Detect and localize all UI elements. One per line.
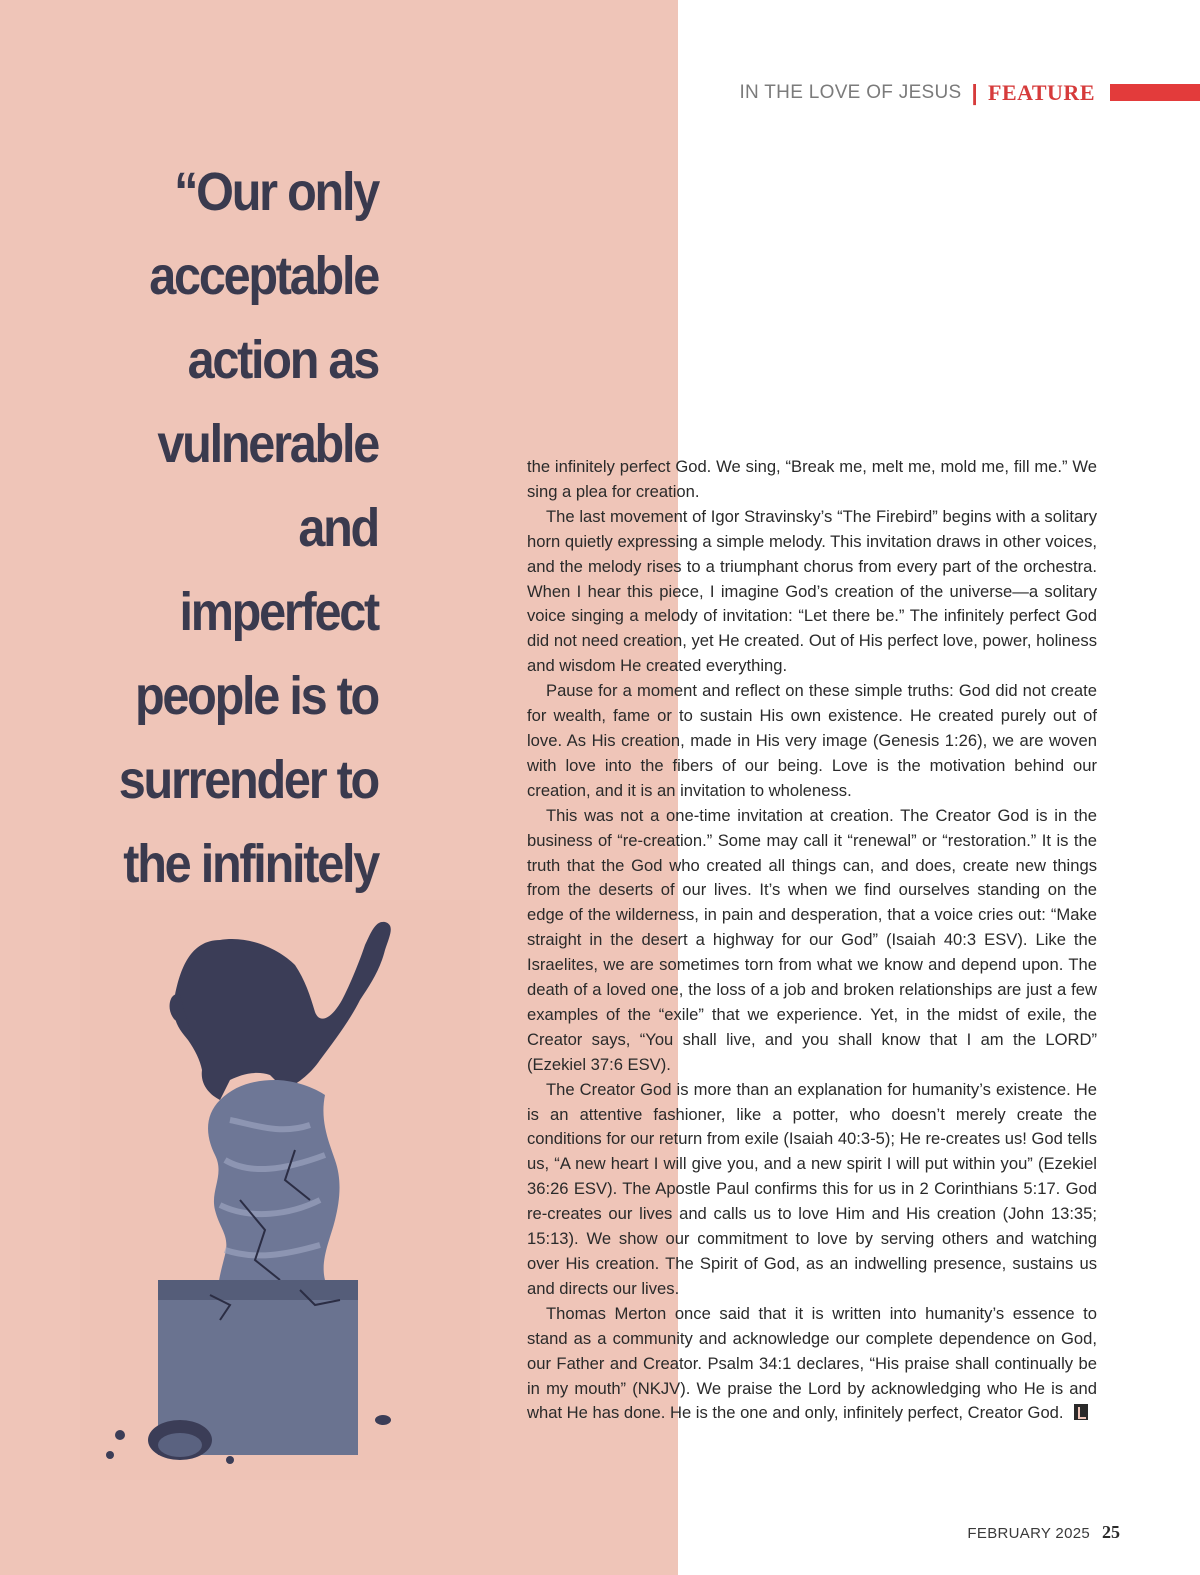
pull-quote-line: vulnerable and: [157, 414, 378, 558]
article-paragraph: The last movement of Igor Stravinsky’s “The Firebird” begins with a solitary horn quietly expressing a simple melody. This invitation draws in other voices, and the melody rises to a triumphant chorus from every part of the orchestra. When I hear this piece, I imagine God’s creation of the universe—a solitary voice singing a melody of invitation: “Let there be.” The infinitely perfect God did not need creation, yet He created. Out of His perfect love, power, holiness and wisdom He created everything.: [527, 506, 1097, 676]
pull-quote-line: people is to: [134, 666, 378, 726]
article-paragraph: the infinitely perfect God. We sing, “Break me, melt me, mold me, fill me.” We sing a plea for creation.: [527, 457, 1097, 501]
section-name: IN THE LOVE OF JESUS: [739, 82, 962, 103]
section-label: FEATURE: [988, 80, 1095, 105]
section-header: [739, 80, 1095, 106]
header-accent-bar: [1110, 84, 1200, 101]
pull-quote-line: the infinitely: [123, 834, 379, 894]
article-paragraph: The Creator God is more than an explanation for humanity’s existence. He is an attentive fashioner, like a potter, who doesn’t merely create the conditions for our return from exile (Isaiah 40:3-5); He re-creates us! God tells us, “A new heart I will give you, and a new spirit I will put within you” (Ezekiel 36:26 ESV). The Apostle Paul confirms this for us in 2 Corinthians 5:17. God re-creates our lives and calls us to love Him and His creation (John 13:35; 15:13). We show our commitment to love by serving others and watching over His creation. The Spirit of God, as an indwelling presence, sustains us and directs our lives.: [527, 1079, 1097, 1298]
page-number: 25: [1102, 1522, 1120, 1542]
pull-quote-line: “Our only: [174, 162, 378, 222]
pull-quote-line: acceptable: [149, 246, 378, 306]
issue-date: FEBRUARY 2025: [967, 1525, 1090, 1542]
end-of-article-icon: [1074, 1404, 1088, 1420]
article-paragraph-text: Thomas Merton once said that it is written into humanity’s essence to stand as a community and acknowledge our complete dependence on God, our Father and Creator. Psalm 34:1 declares, “His praise shall continually be in my mouth” (NKJV). We praise the Lord by acknowledging who He is and what He has done. He is the one and only, infinitely perfect, Creator God.: [527, 1303, 1097, 1423]
header-separator: |: [971, 80, 978, 105]
article-paragraph: Pause for a moment and reflect on these simple truths: God did not create for wealth, fame or to sustain His own existence. He created purely out of love. As His creation, made in His very image (Genesis 1:26), we are woven with love into the fibers of our being. Love is the motivation behind our creation, and it is an invitation to wholeness.: [527, 681, 1097, 800]
pull-quote-line: surrender to: [118, 750, 378, 810]
article-paragraph: This was not a one-time invitation at creation. The Creator God is in the business of “re-creation.” Some may call it “renewal” or “restoration.” It is the truth that the God who created all things can, and does, create new things from the deserts of our lives. It’s when we find ourselves standing on the edge of the wilderness, in pain and desperation, that a voice cries out: “Make straight in the desert a highway for our God” (Isaiah 40:3 ESV). Like the Israelites, we are sometimes torn from what we know and depend upon. The death of a loved one, the loss of a job and broken relationships are just a few examples of the “exile” that we experience. Yet, in the midst of exile, the Creator says, “You shall live, and you shall know that I am the LORD” (Ezekiel 37:6 ESV).: [527, 805, 1097, 1074]
pull-quote-line: action as: [187, 330, 378, 390]
pull-quote: [92, 150, 378, 990]
broken-statue-illustration: [80, 900, 480, 1480]
article-body: [527, 455, 1097, 1426]
page-footer: [967, 1522, 1120, 1543]
article-paragraph-last: [527, 1302, 1097, 1427]
pull-quote-line: imperfect: [179, 582, 378, 642]
